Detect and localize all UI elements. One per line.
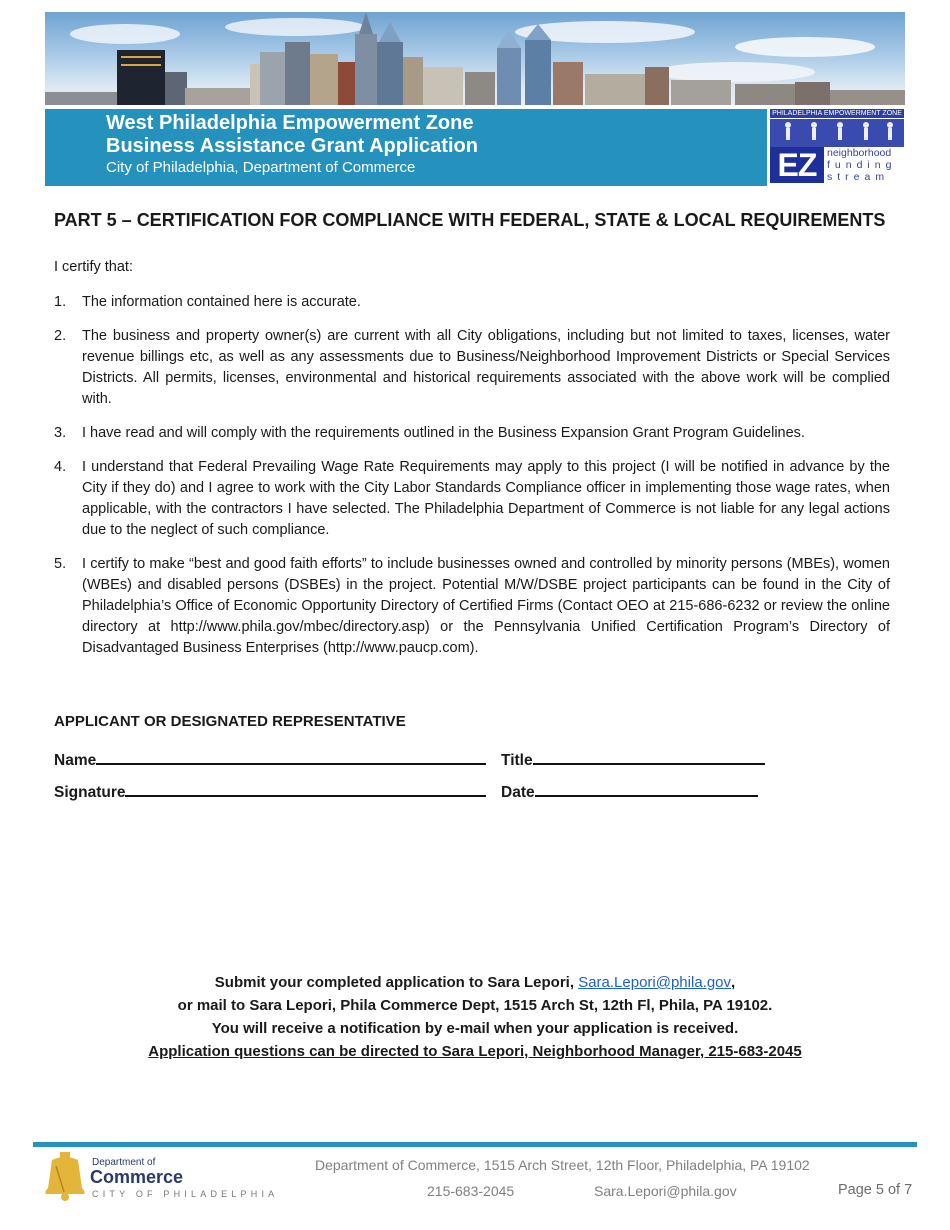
logo-commerce-text: Commerce [90,1167,184,1187]
footer-address: Department of Commerce, 1515 Arch Street, 12th Floor, Philadelphia, PA 19102 [315,1157,810,1173]
part-title: PART 5 – CERTIFICATION FOR COMPLIANCE WITH FEDERAL, STATE & LOCAL REQUIREMENTS [54,210,886,230]
logo-city-text: CITY OF PHILADELPHIA [92,1189,279,1199]
footer-divider [33,1142,917,1147]
signature-label: Signature [54,784,126,801]
ez-logo-top-text: PHILADELPHIA EMPOWERMENT ZONE [770,109,904,118]
title-field[interactable] [533,747,765,765]
footer-email: Sara.Lepori@phila.gov [594,1183,737,1199]
page-number: Page 5 of 7 [838,1182,913,1198]
submit-mail-line: or mail to Sara Lepori, Phila Commerce Dept, 1515 Arch St, 12th Fl, Phila, PA 19102. [177,997,773,1014]
item-text: I understand that Federal Prevailing Wage Rate Requirements may apply to this project (I will be notified in advance by the City if they do) and I agree to work with the City Labor Standards Compliance officer in implementing those wage rates, when applicable, with the contractors I have selected. The Philadelphia Department of Commerce is not liable for any legal actions due to the neglect of such compliance. [82,459,890,538]
list-item [54,423,890,444]
commerce-logo [42,1152,302,1202]
email-link[interactable]: Sara.Lepori@phila.gov [578,974,732,991]
program-title: West Philadelphia Empowerment Zone [106,112,474,134]
applicant-heading: APPLICANT OR DESIGNATED REPRESENTATIVE [54,713,406,730]
submit-notification-line: You will receive a notification by e-mail when your application is received. [211,1020,739,1037]
application-title: Business Assistance Grant Application [106,135,478,157]
header-banner [45,109,905,186]
list-item [54,292,890,313]
item-text: I certify to make “best and good faith efforts” to include businesses owned and controlled by minority persons (MBEs), women (WBEs) and disabled persons (DSBEs) in the project. Potential M/W/DSBE project participants can be found in the City of Philadelphia’s Office of Economic Opportunity Directory of Certified Firms (Contact OEO at 215-686-6232 or review the online directory at http://www.phila.gov/mbec/directory.asp) or the Pennsylvania Unified Certification Program’s Directory of Disadvantaged Business Enterprises (http://www.paucp.com). [82,556,890,656]
submit-line1-text: Submit your completed application to Sara Lepori, [214,974,579,991]
item-number: 1. [54,294,67,310]
title-label: Title [501,752,533,769]
list-item [54,326,890,410]
submit-questions-line: Application questions can be directed to Sara Lepori, Neighborhood Manager, 215-683-2045 [148,1043,802,1060]
date-label: Date [501,784,535,801]
footer-phone: 215-683-2045 [427,1183,515,1199]
name-field[interactable] [96,747,486,765]
list-item [54,554,890,659]
ez-word-funding: funding [827,159,897,171]
item-number: 4. [54,459,67,475]
logo-dept-text: Department of [92,1157,156,1168]
submit-instructions [0,971,950,1063]
signature-date-row [54,779,535,802]
ez-word-stream: stream [827,171,890,183]
liberty-bell-icon [42,1152,88,1202]
item-number: 3. [54,425,67,441]
certify-intro: I certify that: [54,259,133,275]
item-text: I have read and will comply with the requirements outlined in the Business Expansion Grant Program Guidelines. [82,425,805,441]
item-text: The business and property owner(s) are current with all City obligations, including but not limited to taxes, licenses, water revenue billings etc, as well as any assessments due to Business/Neighborhood Improvement Districts or Special Services Districts. All permits, licenses, environmental and historical requirements associated with the above work will be complied with. [82,328,890,407]
ez-figures-icon [770,119,904,147]
item-number: 2. [54,328,67,344]
item-number: 5. [54,556,67,572]
list-item [54,457,890,541]
item-text: The information contained here is accurate. [82,294,361,310]
ez-word-neighborhood: neighborhood [827,147,892,159]
name-title-row [54,747,533,770]
certification-list [54,292,890,672]
date-field[interactable] [535,779,758,797]
signature-field[interactable] [125,779,486,797]
submit-line1-comma: , [731,974,736,991]
ez-letters: EZ [770,147,824,183]
city-skyline-image [45,12,905,105]
department-subtitle: City of Philadelphia, Department of Commerce [106,159,416,176]
name-label: Name [54,752,97,769]
page-header [45,12,905,186]
ez-logo [767,109,905,186]
